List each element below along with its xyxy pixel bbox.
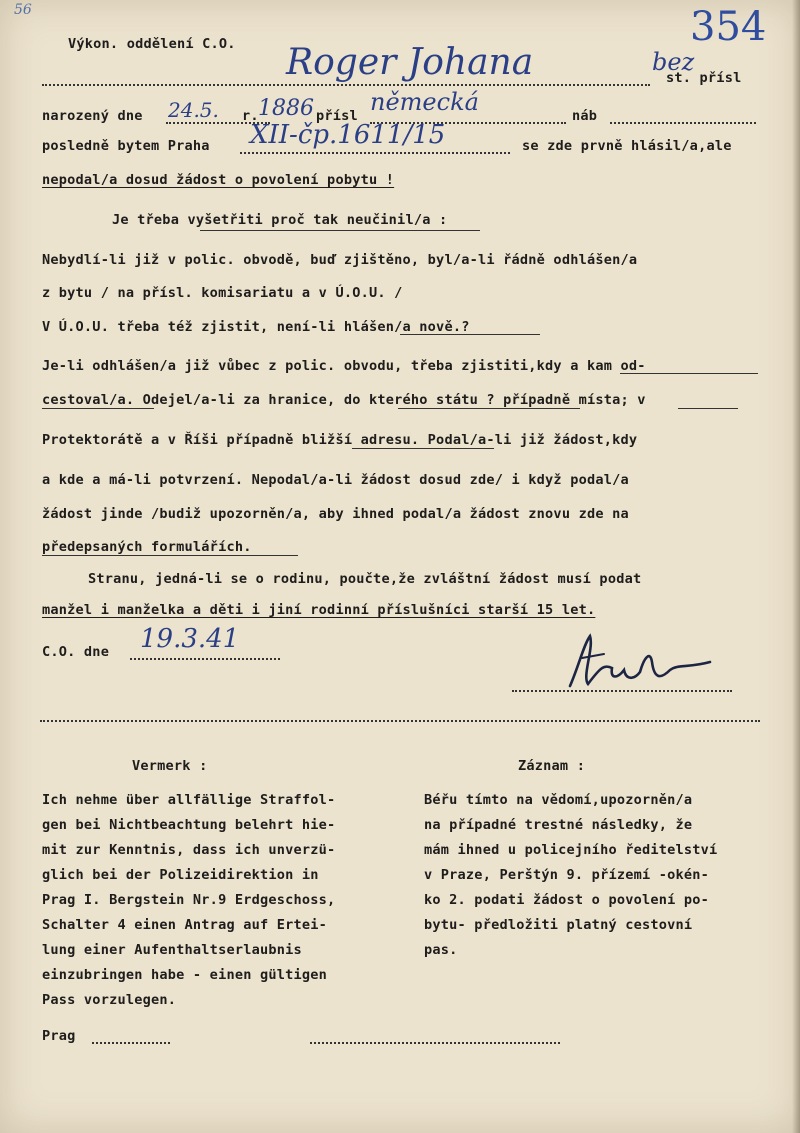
nationality-handwritten: německá <box>370 88 479 116</box>
archive-number: 354 <box>690 4 767 50</box>
name-dotted-line <box>42 84 650 86</box>
paper-edge-shadow <box>792 0 800 1133</box>
underline-mark <box>678 408 738 409</box>
date-handwritten: 19.3.41 <box>140 624 240 654</box>
paragraph-line: cestoval/a. Odejel/a-li za hranice, do kterého státu ? případně místa; v <box>42 392 646 408</box>
paragraph-line: V Ú.O.U. třeba též zjistit, není-li hlášen/a nově.? <box>42 319 470 335</box>
zaznam-line: bytu- předložiti platný cestovní <box>424 917 693 933</box>
underline-mark <box>398 408 580 409</box>
underline-mark <box>42 555 298 556</box>
birth-date-handwritten: 24.5. <box>168 98 219 122</box>
zaznam-line: na případné trestné následky, že <box>424 817 693 833</box>
signature-handwritten <box>560 628 740 698</box>
corner-pencil-mark: 56 <box>14 2 32 18</box>
paragraph-line: z bytu / na přísl. komisariatu a v Ú.O.U. / <box>42 285 403 301</box>
vermerk-line: Schalter 4 einen Antrag auf Ertei- <box>42 917 328 933</box>
st-prisl-label: st. přísl <box>666 70 742 86</box>
underline-mark <box>352 448 494 449</box>
line-not-applied: nepodal/a dosud žádost o povolení pobytu ! <box>42 172 395 188</box>
zaznam-line: v Praze, Perštýn 9. přízemí -okén- <box>424 867 710 883</box>
paragraph-line: Nebydlí-li již v polic. obvodě, buď zjištěno, byl/a-li řádně odhlášen/a <box>42 252 638 268</box>
hlasil-label: se zde prvně hlásil/a,ale <box>522 138 732 154</box>
vermerk-title: Vermerk : <box>132 758 208 774</box>
vermerk-line: Pass vorzulegen. <box>42 992 177 1008</box>
zaznam-title: Záznam : <box>518 758 586 774</box>
zaznam-line: Béřu tímto na vědomí,upozorněn/a <box>424 792 693 808</box>
posledne-label: posledně bytem Praha <box>42 138 210 154</box>
paragraph-line: a kde a má-li potvrzení. Nepodal/a-li žádost dosud zde/ i když podal/a <box>42 472 629 488</box>
prisl-label: přísl <box>316 108 358 124</box>
paragraph-line: předepsaných formulářích. <box>42 539 252 555</box>
paragraph-line: Stranu, jedná-li se o rodinu, poučte,že zvláštní žádost musí podat <box>88 571 642 587</box>
vermerk-line: einzubringen habe - einen gültigen <box>42 967 328 983</box>
nab-label: náb <box>572 108 598 124</box>
office-heading: Výkon. oddělení C.O. <box>68 36 236 52</box>
zaznam-line: pas. <box>424 942 458 958</box>
birth-year-handwritten: 1886 <box>258 96 314 121</box>
vermerk-line: glich bei der Polizeidirektion in <box>42 867 319 883</box>
section-separator <box>40 720 760 722</box>
je-treba-heading: Je třeba vyšetřiti proč tak neučinil/a : <box>112 212 448 228</box>
name-handwritten: Roger Johana <box>286 42 534 83</box>
paragraph-line: Protektorátě a v Říši případně bližší adresu. Podal/a-li již žádost,kdy <box>42 432 638 448</box>
vermerk-line: Prag I. Bergstein Nr.9 Erdgeschoss, <box>42 892 336 908</box>
vermerk-line: gen bei Nichtbeachtung belehrt hie- <box>42 817 336 833</box>
date-dots <box>130 658 280 660</box>
paragraph-line: žádost jinde /budiž upozorněn/a, aby ihned podal/a žádost znovu zde na <box>42 506 629 522</box>
nationality-mark-handwritten: bez <box>652 48 695 76</box>
underline-mark <box>200 230 480 231</box>
nab-dots <box>610 122 756 124</box>
underline-mark <box>400 334 540 335</box>
zaznam-line: ko 2. podati žádost o povolení po- <box>424 892 710 908</box>
prag-label: Prag <box>42 1028 76 1044</box>
co-dne-label: C.O. dne <box>42 644 110 660</box>
underline-mark <box>620 373 758 374</box>
paragraph-line: manžel i manželka a děti i jiní rodinní příslušníci starší 15 let. <box>42 602 596 618</box>
vermerk-line: mit zur Kenntnis, dass ich unverzü- <box>42 842 336 858</box>
prag-date-dots <box>92 1042 170 1044</box>
prag-signature-dots <box>310 1042 560 1044</box>
vermerk-line: Ich nehme über allfällige Straffol- <box>42 792 336 808</box>
zaznam-line: mám ihned u policejního ředitelství <box>424 842 718 858</box>
narozeny-label: narozený dne <box>42 108 143 124</box>
paragraph-line: Je-li odhlášen/a již vůbec z polic. obvodu, třeba zjistiti,kdy a kam od- <box>42 358 646 374</box>
address-handwritten: XII-čp.1611/15 <box>250 120 446 150</box>
vermerk-line: lung einer Aufenthaltserlaubnis <box>42 942 302 958</box>
underline-mark <box>42 408 154 409</box>
address-dots <box>240 152 510 154</box>
r-label: r. <box>242 108 259 124</box>
